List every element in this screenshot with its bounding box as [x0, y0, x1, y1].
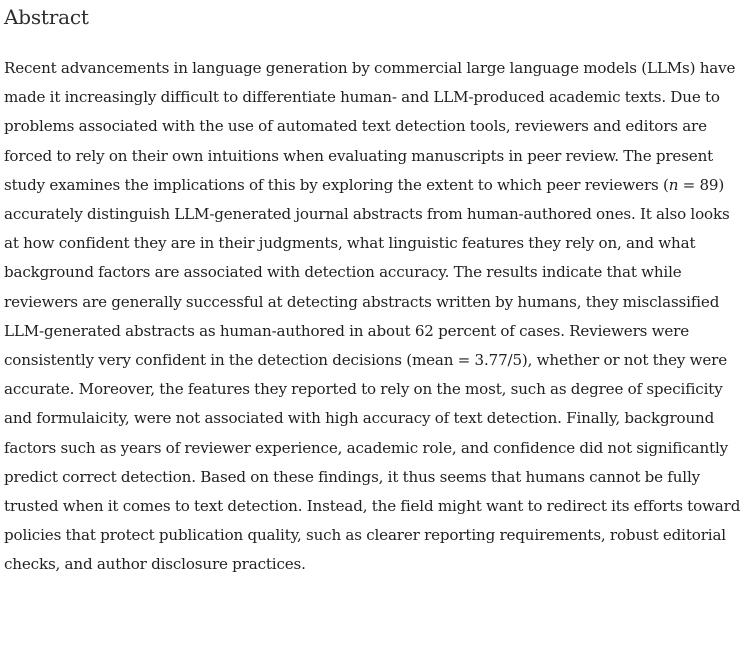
abstract-section — [4, 0, 743, 580]
sample-size-symbol: n — [668, 175, 679, 194]
abstract-text-part2: = 89) accurately distinguish LLM-generated journal abstracts from human-authored ones. It also looks at how confident they are in their judgments, what linguistic features they rely on, and what background factors are associated with detection accuracy. The results indicate that while reviewers are generally successful at detecting abstracts written by humans, they misclassified LLM-generated abstracts as human-authored in about 62 percent of cases. Reviewers were consistently very confident in the detection decisions (mean = 3.77/5), whether or not they were accurate. Moreover, the features they reported to rely on the most, such as degree of specificity and formulaicity, were not associated with high accuracy of text detection. Finally, background factors such as years of reviewer experience, academic role, and confidence did not significantly predict correct detection. Based on these findings, it thus seems that humans cannot be fully trusted when it comes to text detection. Instead, the field might want to redirect its efforts toward policies that protect publication quality, such as clearer reporting requirements, robust editorial checks, and author disclosure practices. — [4, 175, 741, 574]
abstract-text-part1: Recent advancements in language generation by commercial large language models (LLMs) have made it increasingly difficult to differentiate human- and LLM-produced academic texts. Due to problems associated with the use of automated text detection tools, reviewers and editors are forced to rely on their own intuitions when evaluating manuscripts in peer review. The present study examines the implications of this by exploring the extent to which peer reviewers ( — [4, 59, 736, 194]
abstract-paragraph — [4, 54, 743, 580]
section-heading: Abstract — [4, 5, 89, 29]
